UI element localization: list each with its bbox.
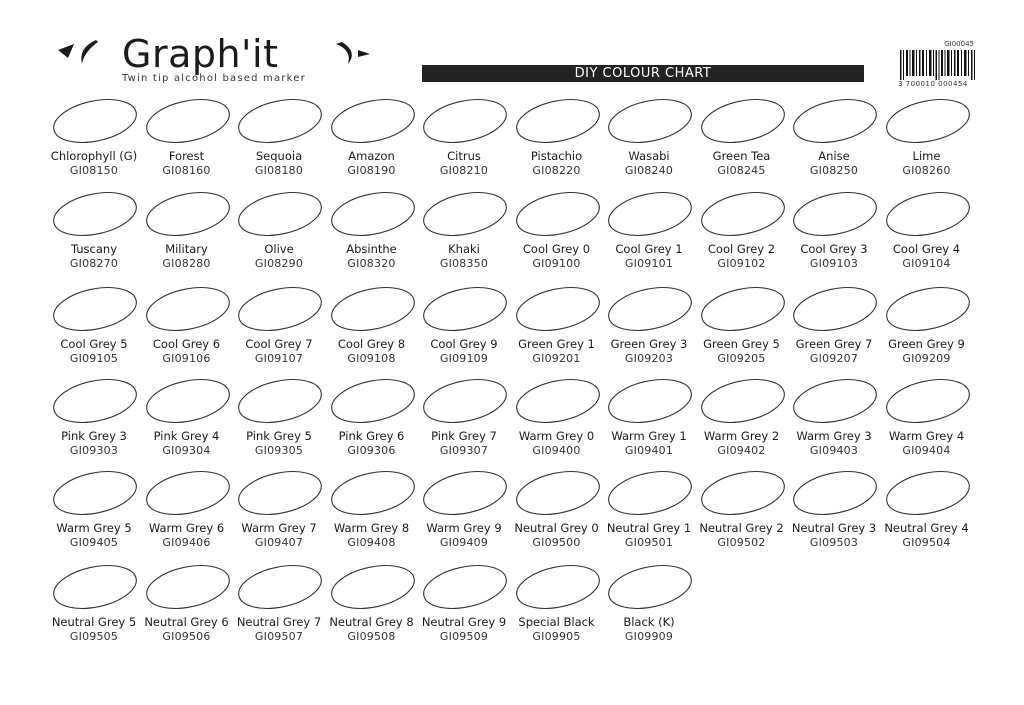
- colour-code: GI09409: [439, 536, 489, 549]
- colour-cell: [418, 564, 510, 656]
- colour-name: Warm Grey 4: [888, 429, 965, 443]
- colour-cell: [788, 470, 880, 562]
- colour-cell: [48, 98, 140, 190]
- colour-name: Special Black: [518, 615, 595, 629]
- colour-code: GI09201: [532, 352, 581, 365]
- colour-name: Neutral Grey 0: [514, 521, 599, 535]
- colour-name: Citrus: [447, 149, 481, 163]
- colour-code: GI08180: [254, 164, 304, 177]
- colour-cell: [326, 378, 418, 470]
- brand-tagline: Twin tip alcohol based marker: [122, 73, 306, 84]
- colour-name: Cool Grey 5: [60, 337, 128, 351]
- colour-code: GI09109: [439, 352, 489, 365]
- colour-code: GI08210: [439, 164, 489, 177]
- colour-cell: [418, 286, 510, 378]
- colour-name: Green Grey 1: [518, 337, 595, 351]
- colour-cell: [48, 191, 140, 283]
- colour-name: Pink Grey 5: [246, 429, 312, 443]
- colour-name: Neutral Grey 9: [421, 615, 507, 629]
- colour-cell: [511, 98, 603, 190]
- colour-swatch-oval: [52, 191, 138, 237]
- colour-name: Green Grey 9: [888, 337, 965, 351]
- colour-swatch-oval: [52, 98, 138, 144]
- colour-name: Neutral Grey 3: [791, 521, 877, 535]
- colour-cell: [326, 286, 418, 378]
- colour-code: GI09508: [347, 630, 396, 643]
- colour-code: GI09504: [902, 536, 951, 549]
- colour-name: Warm Grey 1: [611, 429, 687, 443]
- colour-cell: [788, 98, 880, 190]
- colour-code: GI09304: [162, 444, 211, 457]
- colour-swatch-oval: [792, 470, 878, 516]
- colour-code: GI09104: [902, 257, 951, 270]
- colour-cell: [696, 191, 788, 283]
- colour-swatch-oval: [885, 470, 971, 516]
- colour-cell: [418, 470, 510, 562]
- colour-swatch-oval: [700, 191, 786, 237]
- colour-cell: [326, 470, 418, 562]
- colour-code: GI09405: [69, 536, 119, 549]
- colour-name: Neutral Grey 8: [329, 615, 414, 629]
- colour-code: GI09505: [69, 630, 119, 643]
- colour-cell: [511, 191, 603, 283]
- colour-swatch-oval: [515, 98, 601, 144]
- colour-swatch-oval: [885, 191, 971, 237]
- colour-swatch-oval: [330, 378, 416, 424]
- colour-name: Pink Grey 3: [61, 429, 127, 443]
- colour-swatch-oval: [885, 378, 971, 424]
- colour-swatch-oval: [237, 286, 323, 332]
- colour-name: Warm Grey 5: [56, 521, 132, 535]
- colour-swatch-oval: [792, 378, 878, 424]
- colour-cell: [326, 564, 418, 656]
- colour-swatch-oval: [515, 470, 601, 516]
- colour-name: Warm Grey 7: [241, 521, 317, 535]
- colour-name: Neutral Grey 6: [144, 615, 229, 629]
- colour-code: GI08150: [69, 164, 119, 177]
- colour-name: Neutral Grey 1: [606, 521, 692, 535]
- colour-cell: [788, 191, 880, 283]
- barcode-number: 3 700010 000454: [898, 80, 968, 88]
- colour-cell: [48, 564, 140, 656]
- colour-name: Black (K): [623, 615, 675, 629]
- colour-swatch-oval: [422, 378, 508, 424]
- colour-swatch-oval: [700, 378, 786, 424]
- colour-swatch-oval: [52, 286, 138, 332]
- colour-cell: [603, 470, 695, 562]
- colour-name: Warm Grey 9: [426, 521, 502, 535]
- colour-cell: [881, 98, 973, 190]
- barcode: [898, 40, 976, 90]
- chart-row: [48, 286, 978, 378]
- colour-code: GI09507: [254, 630, 304, 643]
- colour-swatch-oval: [422, 98, 508, 144]
- colour-cell: [418, 191, 510, 283]
- colour-swatch-oval: [607, 564, 693, 610]
- colour-name: Cool Grey 8: [337, 337, 406, 351]
- colour-code: GI09307: [439, 444, 489, 457]
- barcode-bars-icon: [898, 50, 976, 80]
- colour-cell: [48, 470, 140, 562]
- colour-swatch-oval: [330, 470, 416, 516]
- colour-swatch-oval: [237, 378, 323, 424]
- colour-swatch-oval: [792, 286, 878, 332]
- colour-swatch-oval: [515, 286, 601, 332]
- colour-cell: [141, 378, 233, 470]
- colour-cell: [141, 286, 233, 378]
- colour-swatch-oval: [422, 564, 508, 610]
- colour-code: GI09506: [162, 630, 211, 643]
- colour-swatch-oval: [52, 564, 138, 610]
- colour-cell: [881, 286, 973, 378]
- colour-name: Neutral Grey 5: [51, 615, 137, 629]
- colour-swatch-oval: [237, 98, 323, 144]
- colour-cell: [696, 470, 788, 562]
- barcode-reference: GI00045: [944, 40, 974, 48]
- colour-name: Absinthe: [346, 242, 397, 256]
- colour-cell: [788, 378, 880, 470]
- colour-name: Neutral Grey 2: [699, 521, 784, 535]
- brand-logo: [52, 30, 382, 90]
- colour-code: GI09103: [809, 257, 859, 270]
- colour-code: GI09305: [254, 444, 304, 457]
- colour-name: Warm Grey 2: [703, 429, 780, 443]
- colour-code: GI09209: [902, 352, 951, 365]
- colour-name: Green Grey 3: [610, 337, 688, 351]
- brand-name: Graph'it: [122, 32, 279, 76]
- colour-swatch-oval: [145, 378, 231, 424]
- colour-cell: [881, 378, 973, 470]
- colour-code: GI08250: [809, 164, 859, 177]
- colour-name: Lime: [912, 149, 941, 163]
- colour-swatch-oval: [145, 470, 231, 516]
- colour-code: GI09509: [439, 630, 489, 643]
- colour-swatch-oval: [145, 98, 231, 144]
- colour-code: GI09905: [532, 630, 581, 643]
- colour-cell: [511, 286, 603, 378]
- colour-code: GI08220: [532, 164, 581, 177]
- colour-code: GI09306: [347, 444, 396, 457]
- colour-swatch-oval: [607, 286, 693, 332]
- colour-swatch-oval: [607, 191, 693, 237]
- colour-name: Green Tea: [712, 149, 771, 163]
- colour-code: GI08190: [347, 164, 396, 177]
- colour-name: Cool Grey 2: [707, 242, 776, 256]
- colour-code: GI09401: [624, 444, 674, 457]
- colour-cell: [48, 378, 140, 470]
- colour-swatch-oval: [422, 286, 508, 332]
- colour-cell: [881, 191, 973, 283]
- chart-row: [48, 98, 978, 190]
- chart-row: [48, 191, 978, 283]
- chart-row: [48, 564, 978, 656]
- colour-code: GI09205: [717, 352, 766, 365]
- colour-swatch-oval: [330, 191, 416, 237]
- colour-name: Amazon: [348, 149, 395, 163]
- colour-name: Cool Grey 6: [152, 337, 221, 351]
- colour-cell: [326, 98, 418, 190]
- colour-swatch-oval: [330, 564, 416, 610]
- colour-name: Pink Grey 4: [153, 429, 220, 443]
- colour-name: Tuscany: [70, 242, 118, 256]
- colour-swatch-oval: [330, 98, 416, 144]
- colour-swatch-oval: [52, 378, 138, 424]
- colour-cell: [511, 378, 603, 470]
- colour-cell: [603, 98, 695, 190]
- colour-code: GI08270: [69, 257, 119, 270]
- colour-code: GI09105: [69, 352, 119, 365]
- colour-code: GI09403: [809, 444, 859, 457]
- colour-cell: [233, 470, 325, 562]
- colour-name: Green Grey 7: [795, 337, 873, 351]
- colour-name: Neutral Grey 7: [236, 615, 322, 629]
- colour-name: Cool Grey 7: [245, 337, 313, 351]
- colour-code: GI09909: [624, 630, 674, 643]
- colour-code: GI09500: [532, 536, 581, 549]
- colour-swatch-oval: [700, 470, 786, 516]
- chart-row: [48, 378, 978, 470]
- colour-name: Khaki: [448, 242, 480, 256]
- colour-code: GI09501: [624, 536, 674, 549]
- colour-cell: [233, 378, 325, 470]
- colour-name: Chlorophyll (G): [50, 149, 138, 163]
- colour-cell: [326, 191, 418, 283]
- colour-code: GI08320: [347, 257, 396, 270]
- colour-cell: [141, 564, 233, 656]
- colour-name: Cool Grey 9: [430, 337, 498, 351]
- colour-code: GI08290: [254, 257, 304, 270]
- colour-swatch-oval: [792, 191, 878, 237]
- colour-name: Pink Grey 6: [338, 429, 405, 443]
- colour-name: Neutral Grey 4: [884, 521, 969, 535]
- colour-cell: [511, 470, 603, 562]
- colour-name: Pink Grey 7: [431, 429, 497, 443]
- colour-cell: [418, 378, 510, 470]
- colour-code: GI09207: [809, 352, 859, 365]
- colour-cell: [141, 191, 233, 283]
- colour-code: GI08245: [717, 164, 766, 177]
- colour-cell: [48, 286, 140, 378]
- colour-code: GI09203: [624, 352, 674, 365]
- colour-cell: [696, 98, 788, 190]
- colour-swatch-oval: [515, 191, 601, 237]
- colour-swatch-oval: [515, 378, 601, 424]
- colour-name: Green Grey 5: [703, 337, 780, 351]
- colour-code: GI09108: [347, 352, 396, 365]
- colour-code: GI09502: [717, 536, 766, 549]
- colour-name: Warm Grey 8: [333, 521, 410, 535]
- colour-name: Military: [165, 242, 208, 256]
- colour-swatch-oval: [330, 286, 416, 332]
- colour-swatch-oval: [515, 564, 601, 610]
- colour-cell: [511, 564, 603, 656]
- colour-code: GI09402: [717, 444, 766, 457]
- colour-cell: [141, 98, 233, 190]
- colour-swatch-oval: [607, 470, 693, 516]
- colour-swatch-oval: [885, 98, 971, 144]
- colour-cell: [233, 564, 325, 656]
- colour-swatch-oval: [145, 286, 231, 332]
- colour-code: GI09106: [162, 352, 211, 365]
- colour-cell: [603, 191, 695, 283]
- colour-code: GI09107: [254, 352, 304, 365]
- colour-name: Wasabi: [628, 149, 670, 163]
- colour-swatch-oval: [237, 191, 323, 237]
- colour-swatch-oval: [792, 98, 878, 144]
- colour-code: GI08260: [902, 164, 951, 177]
- colour-swatch-oval: [700, 98, 786, 144]
- colour-swatch-oval: [885, 286, 971, 332]
- colour-code: GI09102: [717, 257, 766, 270]
- colour-name: Warm Grey 0: [518, 429, 595, 443]
- colour-code: GI09303: [69, 444, 119, 457]
- colour-swatch-oval: [145, 191, 231, 237]
- colour-swatch-oval: [237, 564, 323, 610]
- colour-code: GI09404: [902, 444, 951, 457]
- colour-cell: [141, 470, 233, 562]
- colour-name: Cool Grey 1: [615, 242, 683, 256]
- colour-name: Cool Grey 0: [522, 242, 591, 256]
- colour-cell: [233, 286, 325, 378]
- chart-row: [48, 470, 978, 562]
- chart-title: DIY COLOUR CHART: [422, 65, 864, 82]
- colour-code: GI08240: [624, 164, 674, 177]
- colour-name: Pistachio: [530, 149, 583, 163]
- colour-cell: [418, 98, 510, 190]
- colour-name: Cool Grey 3: [800, 242, 868, 256]
- colour-name: Olive: [264, 242, 294, 256]
- colour-name: Warm Grey 3: [796, 429, 872, 443]
- colour-swatch-oval: [422, 191, 508, 237]
- colour-cell: [603, 378, 695, 470]
- colour-cell: [696, 286, 788, 378]
- colour-code: GI08160: [162, 164, 211, 177]
- colour-code: GI09503: [809, 536, 859, 549]
- colour-code: GI09101: [624, 257, 674, 270]
- colour-name: Forest: [168, 149, 205, 163]
- colour-code: GI09408: [347, 536, 396, 549]
- colour-code: GI08280: [162, 257, 211, 270]
- colour-cell: [881, 470, 973, 562]
- colour-swatch-oval: [145, 564, 231, 610]
- colour-swatch-oval: [52, 470, 138, 516]
- colour-code: GI09407: [254, 536, 304, 549]
- colour-cell: [603, 286, 695, 378]
- colour-code: GI09100: [532, 257, 581, 270]
- colour-swatch-oval: [607, 98, 693, 144]
- colour-code: GI09400: [532, 444, 581, 457]
- colour-swatch-oval: [422, 470, 508, 516]
- colour-name: Sequoia: [255, 149, 303, 163]
- colour-cell: [603, 564, 695, 656]
- colour-swatch-oval: [237, 470, 323, 516]
- colour-cell: [788, 286, 880, 378]
- colour-code: GI09406: [162, 536, 211, 549]
- colour-cell: [233, 191, 325, 283]
- colour-name: Cool Grey 4: [892, 242, 961, 256]
- colour-swatch-oval: [607, 378, 693, 424]
- colour-swatch-oval: [700, 286, 786, 332]
- colour-code: GI08350: [439, 257, 489, 270]
- colour-name: Anise: [818, 149, 850, 163]
- colour-cell: [696, 378, 788, 470]
- colour-cell: [233, 98, 325, 190]
- colour-name: Warm Grey 6: [148, 521, 225, 535]
